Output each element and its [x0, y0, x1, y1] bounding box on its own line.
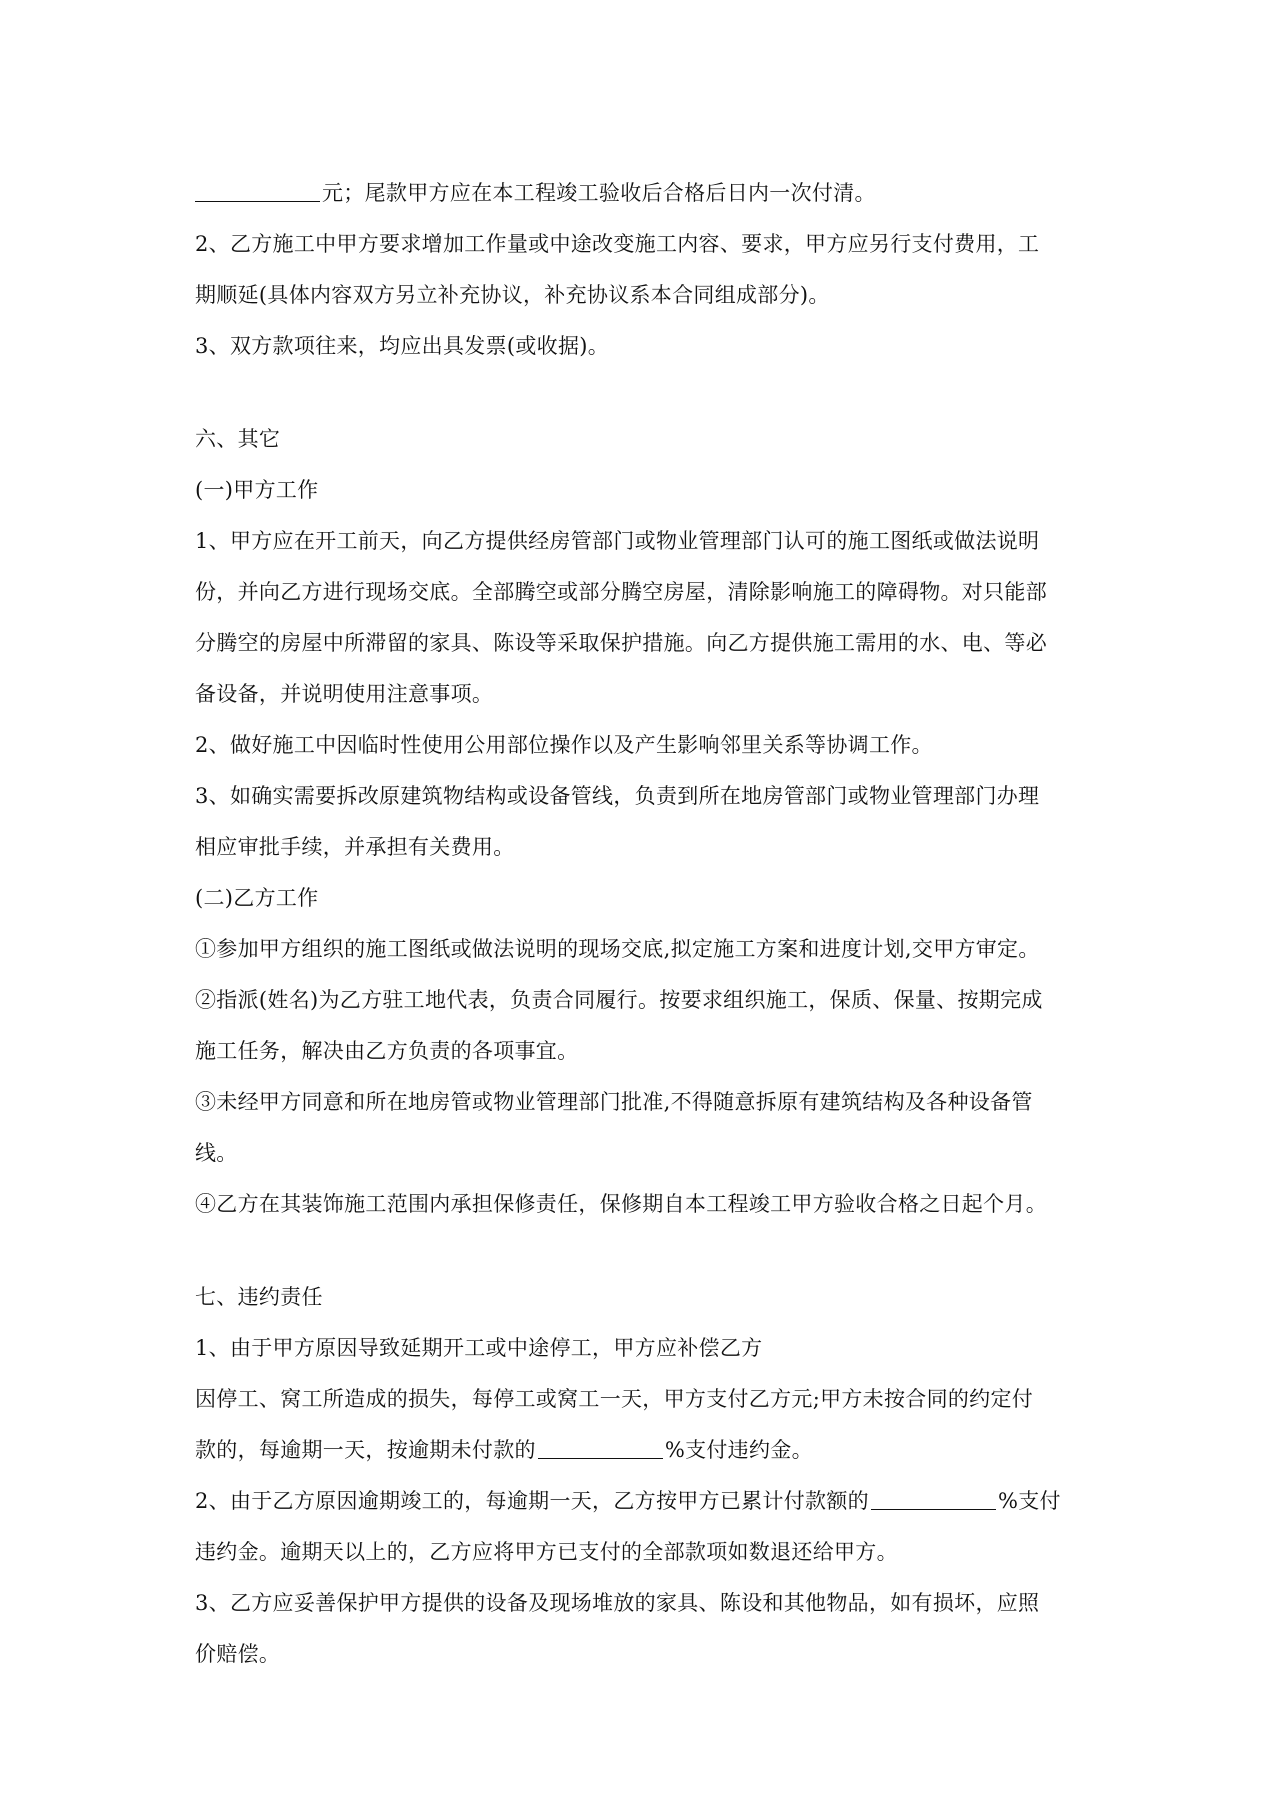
clause-7-1-text-a: 款的，每逾期一天，按逾期未付款的 — [195, 1438, 536, 1462]
clause-6-1-line-1: 1、甲方应在开工前天，向乙方提供经房管部门或物业管理部门认可的施工图纸或做法说明 — [195, 529, 1040, 553]
document-page — [195, 168, 1095, 1680]
clause-6-3-line-2: 相应审批手续，并承担有关费用。 — [195, 835, 515, 859]
penalty-rate-blank — [538, 1436, 663, 1459]
clause-7-1-text-b: %支付违约金。 — [664, 1438, 813, 1462]
clause-7-1-line-2: 因停工、窝工所造成的损失，每停工或窝工一天，甲方支付乙方元;甲方未按合同的约定付 — [195, 1387, 1034, 1411]
penalty-rate-blank — [871, 1487, 996, 1510]
clause-7-2-text-a: 2、由于乙方原因逾期竣工的，每逾期一天，乙方按甲方已累计付款额的 — [195, 1489, 869, 1513]
clause-7-3-line-1: 3、乙方应妥善保护甲方提供的设备及现场堆放的家具、陈设和其他物品，如有损坏，应照 — [195, 1591, 1040, 1615]
duty-b-2-line-1: ②指派(姓名)为乙方驻工地代表，负责合同履行。按要求组织施工，保质、保量、按期完成 — [195, 988, 1043, 1012]
party-a-duties-heading: (一)甲方工作 — [195, 478, 319, 502]
clause-5-2-line-2: 期顺延(具体内容双方另立补充协议，补充协议系本合同组成部分)。 — [195, 283, 830, 307]
section-7-heading: 七、违约责任 — [195, 1285, 323, 1309]
clause-7-1-line-3 — [195, 1425, 1095, 1476]
duty-b-4: ④乙方在其装饰施工范围内承担保修责任，保修期自本工程竣工甲方验收合格之日起个月。 — [195, 1192, 1047, 1216]
party-b-duties-heading: (二)乙方工作 — [195, 886, 319, 910]
section-6-heading: 六、其它 — [195, 427, 281, 451]
duty-b-3-line-1: ③未经甲方同意和所在地房管或物业管理部门批准,不得随意拆原有建筑结构及各种设备管 — [195, 1090, 1033, 1114]
section-spacer — [195, 372, 1095, 414]
clause-7-2-line-2: 违约金。逾期天以上的，乙方应将甲方已支付的全部款项如数退还给甲方。 — [195, 1540, 898, 1564]
payment-balance-line — [195, 168, 1095, 219]
clause-6-3-line-1: 3、如确实需要拆改原建筑物结构或设备管线，负责到所在地房管部门或物业管理部门办理 — [195, 784, 1040, 808]
section-spacer — [195, 1230, 1095, 1272]
clause-6-1-line-3: 分腾空的房屋中所滞留的家具、陈设等采取保护措施。向乙方提供施工需用的水、电、等必 — [195, 631, 1047, 655]
clause-6-2: 2、做好施工中因临时性使用公用部位操作以及产生影响邻里关系等协调工作。 — [195, 733, 933, 757]
clause-5-2-line-1: 2、乙方施工中甲方要求增加工作量或中途改变施工内容、要求，甲方应另行支付费用，工 — [195, 232, 1040, 256]
clause-7-3-line-2: 价赔偿。 — [195, 1642, 281, 1666]
balance-text: 元；尾款甲方应在本工程竣工验收后合格后日内一次付清。 — [322, 181, 876, 205]
clause-7-2-line-1 — [195, 1476, 1095, 1527]
clause-6-1-line-2: 份，并向乙方进行现场交底。全部腾空或部分腾空房屋，清除影响施工的障碍物。对只能部 — [195, 580, 1047, 604]
duty-b-2-line-2: 施工任务，解决由乙方负责的各项事宜。 — [195, 1039, 579, 1063]
amount-blank — [195, 179, 320, 202]
clause-7-2-text-b: %支付 — [997, 1489, 1061, 1513]
clause-6-1-line-4: 备设备，并说明使用注意事项。 — [195, 682, 494, 706]
duty-b-3-line-2: 线。 — [195, 1141, 238, 1165]
duty-b-1: ①参加甲方组织的施工图纸或做法说明的现场交底,拟定施工方案和进度计划,交甲方审定。 — [195, 937, 1040, 961]
clause-5-3: 3、双方款项往来，均应出具发票(或收据)。 — [195, 334, 610, 358]
clause-7-1-line-1: 1、由于甲方原因导致延期开工或中途停工，甲方应补偿乙方 — [195, 1336, 763, 1360]
